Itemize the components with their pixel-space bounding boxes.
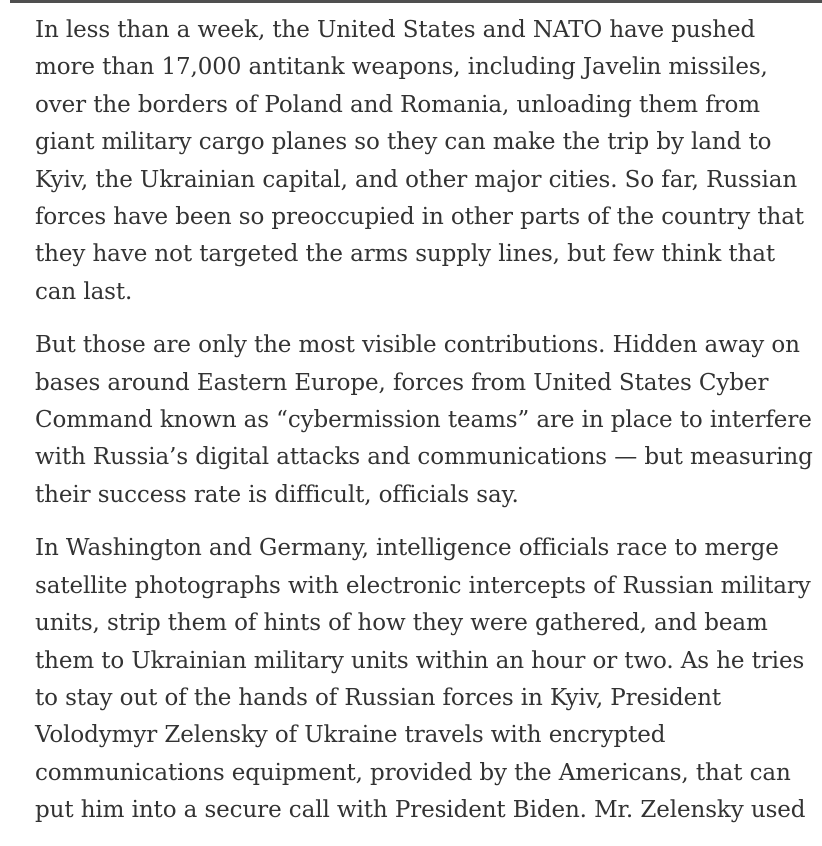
text-line: But those are only the most visible contributions. Hidden away on xyxy=(35,332,800,359)
top-divider-bar xyxy=(10,0,822,3)
text-line: units, strip them of hints of how they were gathered, and beam xyxy=(35,610,768,637)
text-line: their success rate is difficult, officials say. xyxy=(35,481,519,508)
text-line: put him into a secure call with President Biden. Mr. Zelensky used xyxy=(35,797,806,824)
article-paragraph xyxy=(35,12,805,311)
text-line: bases around Eastern Europe, forces from United States Cyber xyxy=(35,369,769,396)
text-line: with Russia’s digital attacks and communications — but measuring xyxy=(35,444,813,471)
text-line: Command known as “cybermission teams” are in place to interfere xyxy=(35,407,812,434)
article-paragraph xyxy=(35,327,813,514)
text-line: In Washington and Germany, intelligence officials race to merge xyxy=(35,535,779,562)
text-line: giant military cargo planes so they can make the trip by land to xyxy=(35,129,772,156)
text-line: over the borders of Poland and Romania, unloading them from xyxy=(35,91,760,118)
article-paragraph xyxy=(35,530,811,829)
text-line: more than 17,000 antitank weapons, including Javelin missiles, xyxy=(35,54,768,81)
text-line: Kyiv, the Ukrainian capital, and other major cities. So far, Russian xyxy=(35,166,798,193)
text-line: forces have been so preoccupied in other parts of the country that xyxy=(35,204,804,231)
article-body xyxy=(35,12,813,846)
text-line: satellite photographs with electronic intercepts of Russian military xyxy=(35,572,811,599)
text-line: them to Ukrainian military units within an hour or two. As he tries xyxy=(35,647,805,674)
article-paragraphs xyxy=(35,12,813,830)
text-line: to stay out of the hands of Russian forces in Kyiv, President xyxy=(35,684,722,711)
text-line: can last. xyxy=(35,278,133,305)
text-line: In less than a week, the United States and NATO have pushed xyxy=(35,17,756,43)
text-line: Volodymyr Zelensky of Ukraine travels with encrypted xyxy=(35,722,666,749)
text-line: communications equipment, provided by the Americans, that can xyxy=(35,759,791,786)
text-line: they have not targeted the arms supply lines, but few think that xyxy=(35,241,775,268)
